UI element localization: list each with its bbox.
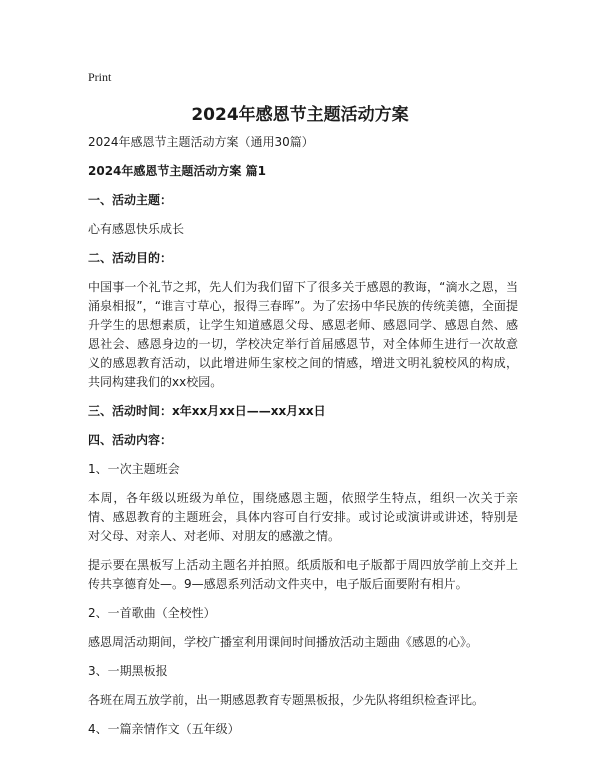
subheading-song: 2、一首歌曲（全校性） [88, 606, 216, 620]
heading-theme: 一、活动主题： [88, 193, 173, 207]
theme-text: 心有感恩快乐成长 [88, 222, 185, 236]
document-subtitle: 2024年感恩节主题活动方案（通用30篇） [88, 135, 314, 149]
subheading-essay: 4、一篇亲情作文（五年级） [88, 722, 240, 736]
heading-purpose: 二、活动目的： [88, 251, 173, 265]
blackboard-text: 各班在周五放学前，出一期感恩教育专题黑板报，少先队将组织检查评比。 [88, 693, 485, 707]
purpose-text: 中国事一个礼节之邦，先人们为我们留下了很多关于感恩的教诲，“滴水之恩，当涌泉相报”，“谁言寸草心，报得三春晖”。为了宏扬中华民族的传统美德，全面提升学生的思想素质，让学生知道感恩父母、感恩老师、感恩同学、感恩自然、感恩社会、感恩身边的一切，学校决定举行首届感恩节，对全体师生进行一次故意义的感恩教育活动，以此增进师生家校之间的情感，增进文明礼貌校风的构成，共同构建我们的xx校园。 [88, 280, 518, 389]
submission-note: 提示要在黑板写上活动主题名并拍照。纸质版和电子版都于周四放学前上交并上传共享德育处—。9—感恩系列活动文件夹中，电子版后面要附有相片。 [88, 558, 518, 591]
section-title: 2024年感恩节主题活动方案 篇1 [88, 164, 266, 178]
subheading-blackboard: 3、一期黑板报 [88, 664, 168, 678]
print-link[interactable]: Print [88, 70, 112, 84]
class-meeting-text: 本周，各年级以班级为单位，围绕感恩主题，依照学生特点，组织一次关于亲情、感恩教育的主题班会，具体内容可自行安排。或讨论或演讲或讲述，特别是对父母、对亲人、对老师、对朋友的感激之情。 [88, 491, 518, 543]
document-title: 2024年感恩节主题活动方案 [191, 105, 409, 125]
heading-content: 四、活动内容： [88, 433, 173, 447]
heading-time: 三、活动时间：x年xx月xx日——xx月xx日 [88, 404, 326, 418]
document-body [88, 133, 518, 749]
subheading-class-meeting: 1、一次主题班会 [88, 462, 180, 476]
song-text: 感恩周活动期间，学校广播室利用课间时间播放活动主题曲《感恩的心》。 [88, 635, 479, 649]
